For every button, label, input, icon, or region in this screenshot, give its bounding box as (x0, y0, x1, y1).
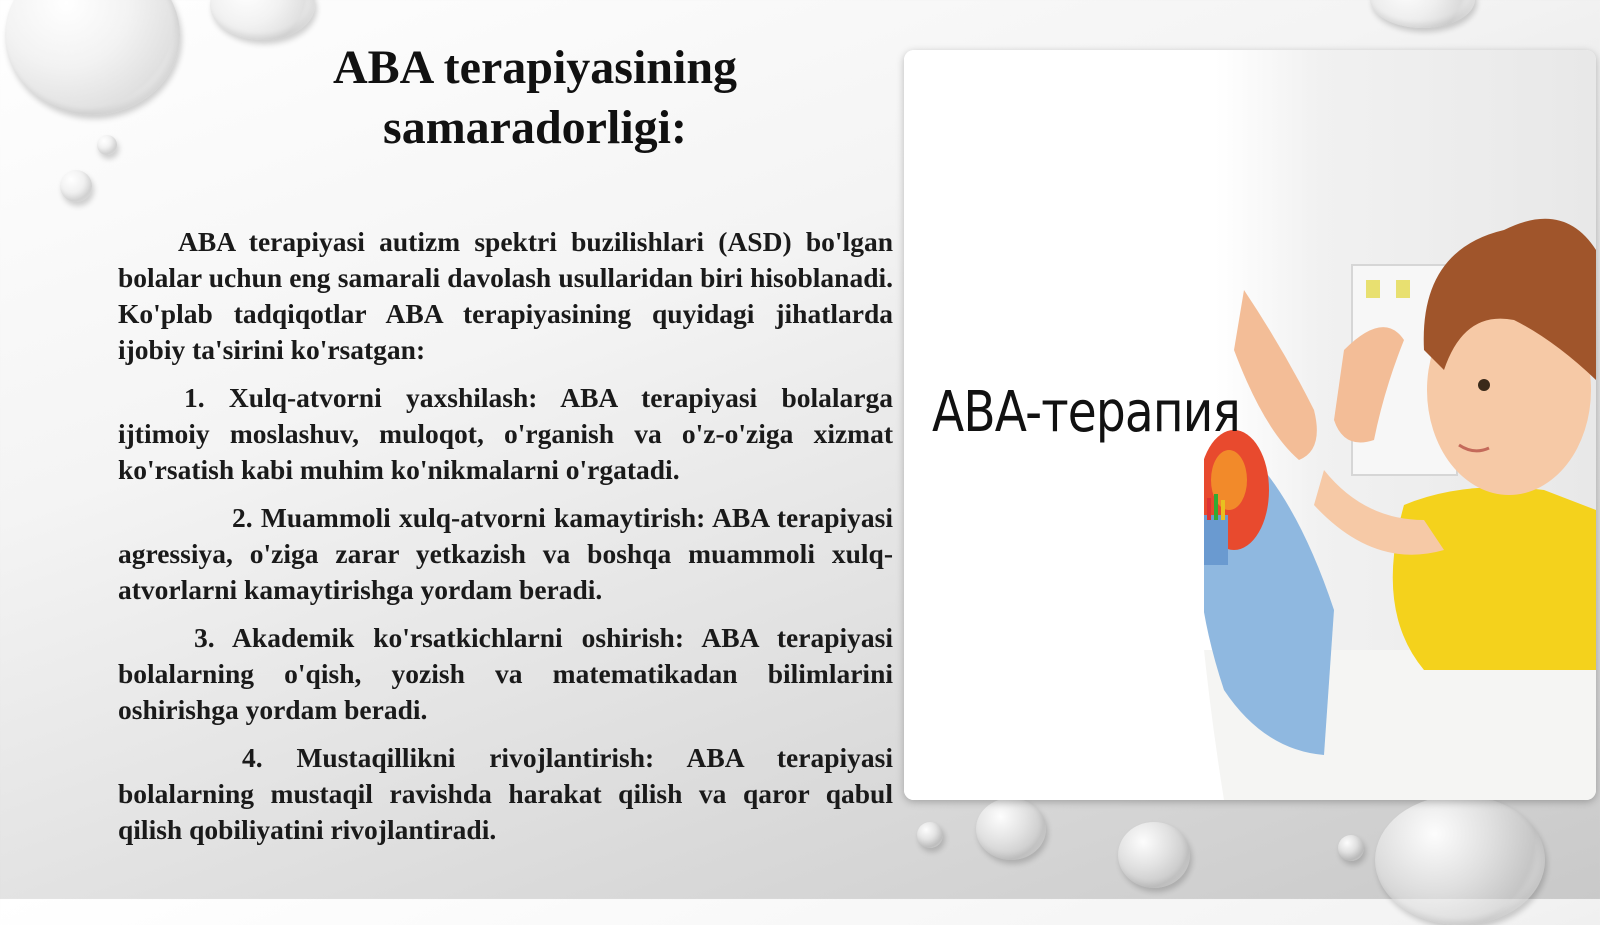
slide-title-line2: samaradorligi: (383, 101, 687, 154)
water-drop-decoration (1375, 795, 1545, 925)
crayon (1214, 494, 1218, 520)
crayon (1221, 500, 1225, 520)
water-drop-decoration (1118, 822, 1190, 888)
aba-therapy-image (904, 50, 1596, 800)
water-drop-decoration (1338, 835, 1364, 861)
water-drop-decoration (5, 0, 180, 115)
water-drop-decoration (1370, 0, 1475, 28)
child-shirt (1393, 487, 1596, 670)
crayon-cup (1204, 515, 1228, 565)
list-item: 2. Muammoli xulq-atvorni kamaytirish: ABA terapiyasi agressiya, o'ziga zarar yetkazish va boshqa muammoli xulq-atvorlarni kamaytirishga yordam beradi. (118, 502, 893, 605)
whiteboard-note (1366, 280, 1380, 298)
water-drop-decoration (210, 0, 315, 40)
water-drop-decoration (976, 798, 1046, 860)
whiteboard-note (1396, 280, 1410, 298)
image-caption: ABA-терапия (932, 380, 1240, 445)
list-item: 3. Akademik ko'rsatkichlarni oshirish: ABA terapiyasi bolalarning o'qish, yozish va matematikadan bilimlarini oshirishga yordam beradi. (118, 622, 893, 725)
slide-title (230, 38, 840, 158)
slide-body (118, 224, 893, 860)
slide-title-line1: ABA terapiyasining (332, 41, 738, 94)
child-eye (1478, 379, 1490, 391)
water-drop-decoration (97, 135, 117, 155)
crayon (1207, 498, 1211, 520)
list-item: 4. Mustaqillikni rivojlantirish: ABA terapiyasi bolalarning mustaqil ravishda harakat qilish va qaror qabul qilish qobiliyatini rivojlantiradi. (118, 742, 893, 845)
water-drop-decoration (60, 170, 92, 202)
intro-paragraph: ABA terapiyasi autizm spektri buzilishlari (ASD) bo'lgan bolalar uchun eng samarali davolash usullaridan biri hisoblanadi. Ko'plab tadqiqotlar ABA terapiyasining quyidagi jihatlarda ijobiy ta'sirini ko'rsatgan: (118, 226, 893, 365)
water-drop-decoration (917, 822, 943, 848)
list-item: 1. Xulq-atvorni yaxshilash: ABA terapiyasi bolalarga ijtimoiy moslashuv, muloqot, o'rganish va o'z-o'ziga xizmat ko'rsatish kabi muhim ko'nikmalarni o'rgatadi. (118, 382, 893, 485)
